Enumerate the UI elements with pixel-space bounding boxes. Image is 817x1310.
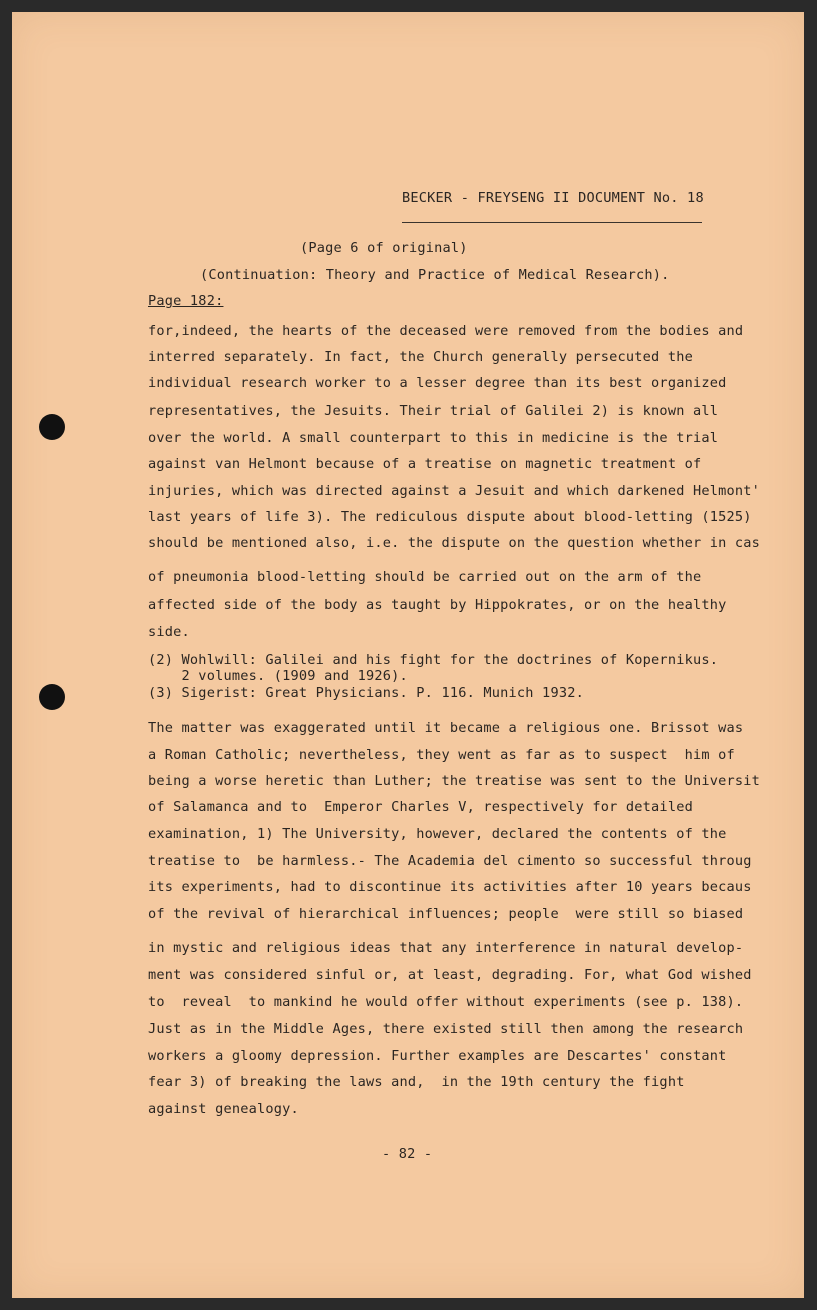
body-line: last years of life 3). The rediculous dispute about blood-letting (1525)	[148, 509, 752, 525]
body-line: against van Helmont because of a treatise on magnetic treatment of	[148, 456, 702, 472]
body-line: for,indeed, the hearts of the deceased were removed from the bodies and	[148, 323, 744, 339]
body-line: should be mentioned also, i.e. the dispute on the question whether in cas	[148, 535, 761, 551]
body-line: of pneumonia blood-letting should be carried out on the arm of the	[148, 569, 702, 585]
body-line: being a worse heretic than Luther; the treatise was sent to the Universit	[148, 773, 761, 789]
punch-hole-bottom	[39, 684, 65, 710]
footnote: (2) Wohlwill: Galilei and his fight for the doctrines of Kopernikus.	[148, 652, 719, 668]
punch-hole-top	[39, 414, 65, 440]
body-line: against genealogy.	[148, 1101, 299, 1117]
body-line: ment was considered sinful or, at least, degrading. For, what God wished	[148, 967, 752, 983]
body-line: individual research worker to a lesser degree than its best organized	[148, 375, 727, 391]
body-line: to reveal to mankind he would offer without experiments (see p. 138).	[148, 994, 744, 1010]
body-line: in mystic and religious ideas that any interference in natural develop-	[148, 940, 744, 956]
body-line: injuries, which was directed against a Jesuit and which darkened Helmont'	[148, 483, 761, 499]
body-line: of the revival of hierarchical influences; people were still so biased	[148, 906, 744, 922]
body-line: of Salamanca and to Emperor Charles V, respectively for detailed	[148, 799, 693, 815]
footnote: 2 volumes. (1909 and 1926).	[148, 668, 408, 684]
original-page-note: (Page 6 of original)	[300, 240, 468, 256]
document-header-title: BECKER - FREYSENG II DOCUMENT No. 18	[402, 190, 704, 206]
body-line: workers a gloomy depression. Further examples are Descartes' constant	[148, 1048, 727, 1064]
body-line: representatives, the Jesuits. Their trial of Galilei 2) is known all	[148, 403, 719, 419]
body-line: interred separately. In fact, the Church generally persecuted the	[148, 349, 693, 365]
body-line: Just as in the Middle Ages, there existed still then among the research	[148, 1021, 744, 1037]
body-line: a Roman Catholic; nevertheless, they went as far as to suspect him of	[148, 747, 735, 763]
body-line: over the world. A small counterpart to this in medicine is the trial	[148, 430, 719, 446]
page-reference: Page 182:	[148, 293, 224, 309]
header-underline	[402, 222, 702, 223]
document-page	[12, 12, 804, 1298]
page-number: - 82 -	[382, 1146, 433, 1162]
body-line: treatise to be harmless.- The Academia del cimento so successful throug	[148, 853, 752, 869]
footnote: (3) Sigerist: Great Physicians. P. 116. Munich 1932.	[148, 685, 584, 701]
body-line: affected side of the body as taught by Hippokrates, or on the healthy	[148, 597, 727, 613]
body-line: examination, 1) The University, however, declared the contents of the	[148, 826, 727, 842]
body-line: side.	[148, 624, 190, 640]
body-line: The matter was exaggerated until it became a religious one. Brissot was	[148, 720, 744, 736]
body-line: its experiments, had to discontinue its activities after 10 years becaus	[148, 879, 752, 895]
body-line: fear 3) of breaking the laws and, in the 19th century the fight	[148, 1074, 685, 1090]
continuation-note: (Continuation: Theory and Practice of Medical Research).	[200, 267, 670, 283]
